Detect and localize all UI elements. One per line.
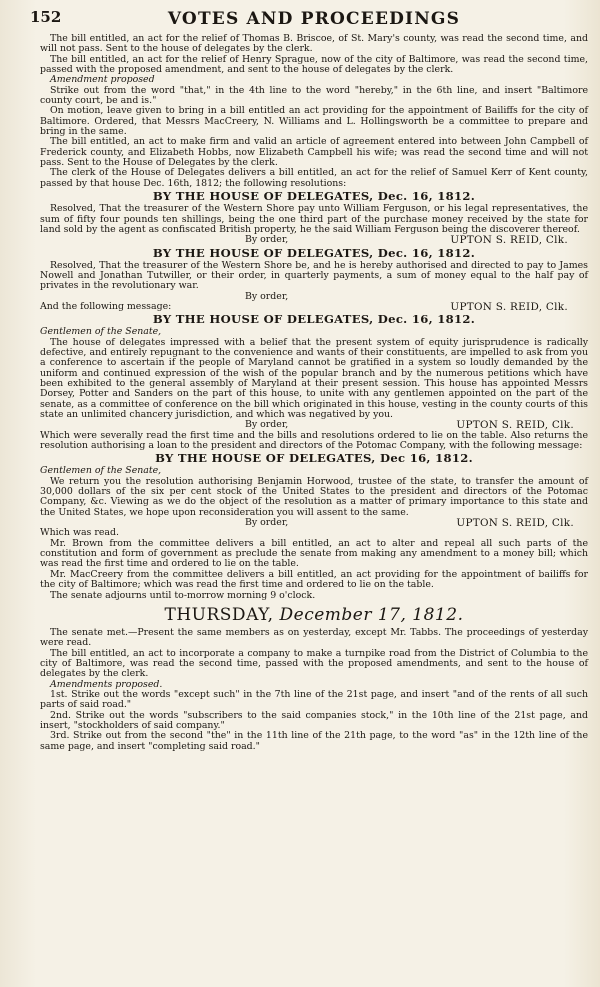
house-heading: BY THE HOUSE OF DELEGATES, Dec 16, 1812. — [155, 451, 473, 466]
message-equity-jurisprudence: The house of delegates impressed with a belief that the present system of equity jurisprudence is radically defective, and entirely repugnant to the convenience and wants of their constituents, are impelled to ask from you a conference to ascertain if the people of Maryland cannot be gratified in a system so loudly demanded by the uniform and continued expression of the wish of the popular branch and by the numerous petitions which have been exhibited to the general assembly of Maryland at their present session. This house has appointed Messrs Dorsey, Potter and Sanders on the part of this house, to unite with any gentlemen appointed on the part of the senate, as a committee of conference on the bill which originated in this house, vesting in the county courts of this state an unlimited chancery jurisdiction, and which was negatived by you. — [40, 336, 588, 420]
paragraph-severally-read: Which were severally read the first time and the bills and resolutions ordered to lie on the table. Also returns the resolution authorising a loan to the president and directors of the Potomac Company, with the following message: — [40, 429, 588, 452]
page-header — [30, 6, 588, 32]
clerk-signature: UPTON S. REID, Clk. — [456, 419, 574, 432]
by-order: By order, — [245, 517, 289, 529]
paragraph-campbell-bill: The bill entitled, an act to make firm and valid an article of agreement entered into between John Campbell of Frederick county, and Elizabeth Hobbs, now Elizabeth Campbell his wife; was read the second time and will not pass. Sent to the House of Delegates by the clerk. — [40, 136, 588, 169]
house-heading: BY THE HOUSE OF DELEGATES, Dec. 16, 1812. — [152, 312, 476, 327]
amendment-item: 3rd. Strike out from the second "the" in the 11th line of the 21th page, to the word "as" in the 12th line of the same page, and insert "completing said road." — [40, 730, 588, 752]
day-heading — [40, 605, 588, 625]
clerk-signature: UPTON S. REID, Clk. — [450, 234, 568, 247]
clerk-signature: UPTON S. REID, Clk. — [450, 300, 568, 313]
paragraph-maccreery-bill: Mr. MacCreery from the committee delivers a bill entitled, an act providing for the appointment of bailiffs for the city of Baltimore; which was read the first time and ordered to lie on the table. — [40, 568, 588, 591]
house-heading: BY THE HOUSE OF DELEGATES, Dec. 16, 1812. — [152, 189, 476, 204]
running-head: VOTES AND PROCEEDINGS — [167, 9, 461, 29]
clerk-signature: UPTON S. REID, Clk. — [456, 517, 574, 530]
and-following-message: And the following message: — [40, 300, 172, 312]
by-order: By order, — [245, 419, 289, 431]
by-order: By order, — [245, 234, 289, 246]
document-body — [40, 34, 588, 752]
resolution-ferguson: Resolved, That the treasurer of the Western Shore pay unto William Ferguson, or his legal representatives, the sum of fifty four pounds ten shillings, being the one third part of the purchase money received by the state for land sold by the agent as confiscated British property, he the said William Ferguson being the discoverer thereof. — [40, 203, 588, 235]
day-heading-day: THURSDAY, — [164, 604, 274, 625]
house-heading: BY THE HOUSE OF DELEGATES, Dec. 16, 1812. — [152, 245, 476, 260]
paragraph-which-read: Which was read. — [40, 527, 119, 539]
amendment-item: 2nd. Strike out the words "subscribers to the said companies stock," in the 10th line of the 21st page, and insert, "stockholders of said company." — [40, 709, 588, 731]
paragraph-brown-bill: Mr. Brown from the committee delivers a bill entitled, an act to alter and repeal all such parts of the constitution and form of government as preclude the senate from making any amendment to a money bill; which was read the first time and ordered to lie on the table. — [40, 537, 588, 570]
message-potomac-company: We return you the resolution authorising Benjamin Horwood, trustee of the state, to transfer the amount of 30,000 dollars of the six per cent stock of the United States to the president and directors of the Potomac Company, &c. Viewing as we do the object of the resolution as a matter of primary importance to this state and the United States, we hope upon reconsideration you will assent to the same. — [40, 475, 588, 518]
salutation: Gentlemen of the Senate, — [40, 326, 162, 338]
paragraph-sprague-bill: The bill entitled, an act for the relief of Henry Sprague, now of the city of Baltimore, was read the second time, passed with the proposed amendment, and sent to the house of delegates by the clerk. — [40, 53, 588, 76]
paragraph-bailiffs-motion: On motion, leave given to bring in a bill entitled an act providing for the appointment of Bailiffs for the city of Baltimore. Ordered, that Messrs MacCreery, N. Williams and L. Hollingsworth be a committee to prepare and bring in the same. — [40, 105, 588, 138]
paragraph-adjourn: The senate adjourns until to-morrow morning 9 o'clock. — [50, 589, 316, 601]
paragraph-turnpike-bill: The bill entitled, an act to incorporate a company to make a turnpike road from the District of Columbia to the city of Baltimore, was read the second time, passed with the proposed amendments, and sent to the house of delegates by the clerk. — [40, 647, 588, 680]
paragraph-senate-met: The senate met.—Present the same members as on yesterday, except Mr. Tabbs. The proceedings of yesterday were read. — [40, 626, 588, 649]
page-number: 152 — [30, 8, 62, 26]
amendments-caption: Amendments proposed. — [50, 678, 163, 690]
amendment-caption: Amendment proposed — [50, 74, 155, 86]
paragraph-briscoe-bill: The bill entitled, an act for the relief of Thomas B. Briscoe, of St. Mary's county, was read the second time, and will not pass. Sent to the house of delegates by the clerk. — [40, 33, 588, 55]
amendment-item: 1st. Strike out the words "except such" in the 7th line of the 21st page, and insert "and of the rents of all such parts of said road." — [40, 688, 588, 711]
signature-row — [40, 302, 588, 312]
resolution-nowell-tutwiller: Resolved, That the treasurer of the Western Shore be, and he is hereby authorised and directed to pay to James Nowell and Jonathan Tutwiller, or their order, in quarterly payments, a sum of money equal to the half pay of privates in the revolutionary war. — [40, 259, 588, 292]
day-heading-date: December 17, 1812. — [279, 604, 464, 625]
signature-row — [40, 518, 588, 528]
signature-row — [40, 235, 588, 245]
paragraph-amendment-text: Strike out from the word "that," in the 4th line to the word "hereby," in the 6th line, and insert "Baltimore county court, be and is." — [40, 84, 588, 107]
by-order: By order, — [245, 290, 289, 302]
paragraph-kerr-bill: The clerk of the House of Delegates delivers a bill entitled, an act for the relief of Samuel Kerr of Kent county, passed by that house Dec. 16th, 1812; the following resolutions: — [40, 167, 588, 189]
salutation: Gentlemen of the Senate, — [40, 465, 162, 477]
